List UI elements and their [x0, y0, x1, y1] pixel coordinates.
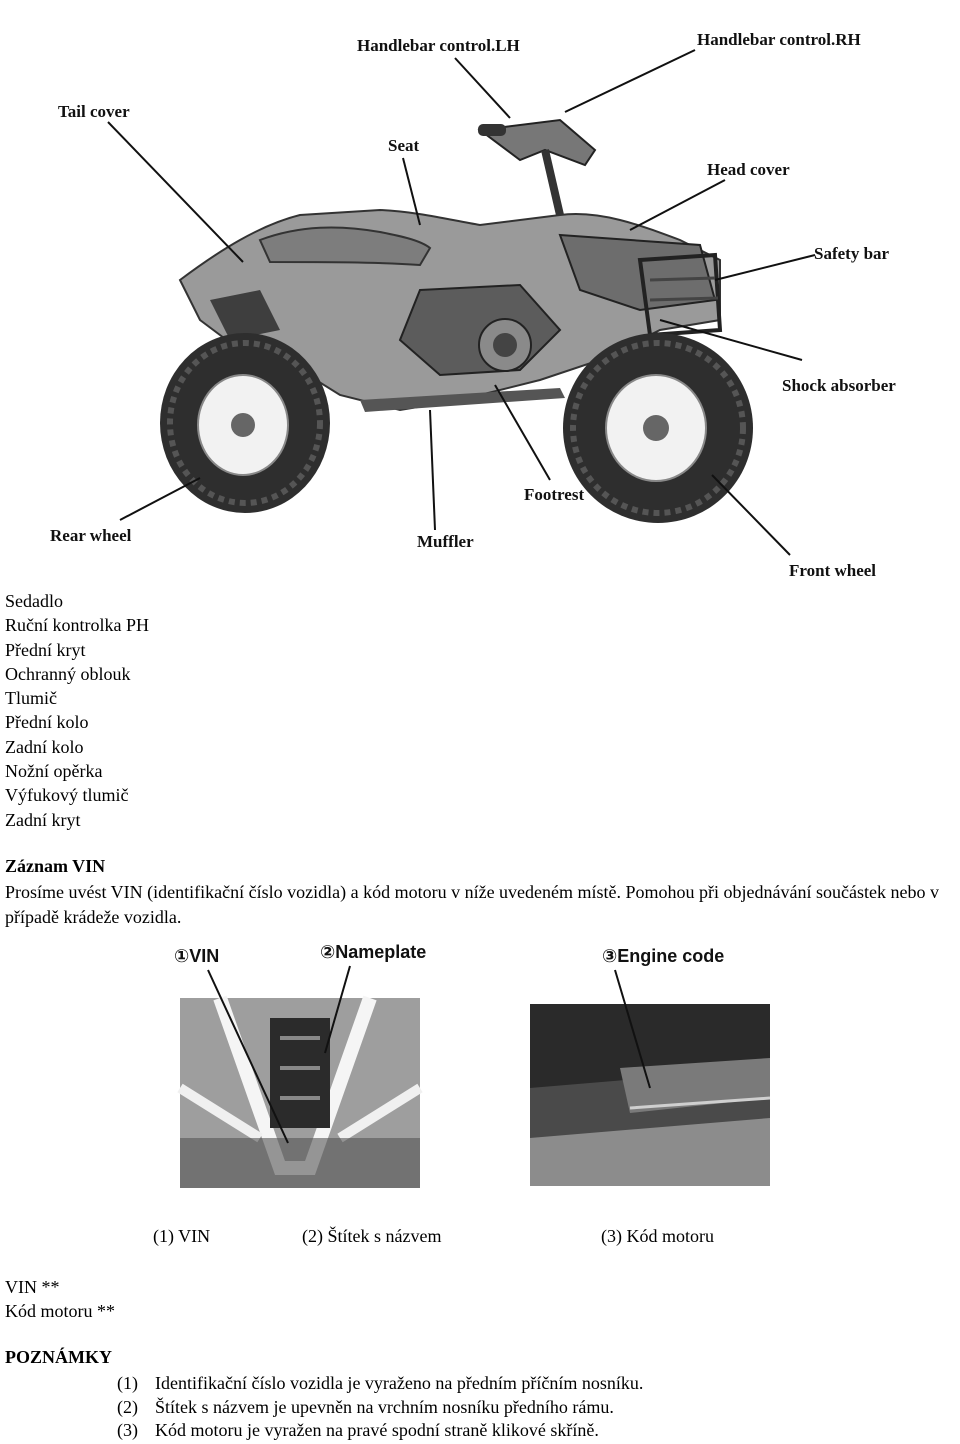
vin-section-heading: Záznam VIN — [5, 856, 106, 876]
label-seat: Seat — [388, 136, 420, 155]
vin-section-text: Prosíme uvést VIN (identifikační číslo vozidla) a kód motoru v níže uvedeném místě. Pomohou při objednávání součástek nebo v případě krádeže vozidla. — [5, 882, 939, 927]
caption-vin: (1) VIN — [153, 1226, 211, 1246]
front-wheel-shape — [563, 333, 753, 523]
label-tail-cover: Tail cover — [58, 102, 130, 121]
note-number: (1) — [117, 1373, 138, 1393]
atv-parts-diagram — [0, 0, 960, 590]
list-item: Ruční kontrolka PH — [5, 615, 149, 636]
list-item: Tlumič — [5, 688, 57, 709]
photo-label-nameplate: ②Nameplate — [320, 942, 427, 962]
note-item — [117, 1372, 643, 1396]
list-item: Sedadlo — [5, 591, 63, 611]
note-text: Kód motoru je vyražen na pravé spodní straně klikové skříně. — [155, 1420, 599, 1440]
label-rear-wheel: Rear wheel — [50, 526, 132, 545]
note-number: (2) — [117, 1396, 138, 1417]
list-item: Zadní kryt — [5, 809, 81, 830]
label-muffler: Muffler — [417, 532, 474, 551]
notes-heading: POZNÁMKY — [5, 1347, 112, 1367]
list-item: Výfukový tlumič — [5, 785, 129, 806]
photo-label-vin: ①VIN — [174, 946, 220, 966]
note-text: Štítek s názvem je upevněn na vrchním nosníku předního rámu. — [155, 1396, 614, 1417]
label-footrest: Footrest — [524, 485, 585, 504]
label-shock-absorber: Shock absorber — [782, 376, 896, 395]
photo-label-engine-code: ③Engine code — [602, 946, 725, 966]
caption-nameplate: (2) Štítek s názvem — [302, 1226, 442, 1246]
engine-photo — [530, 1004, 770, 1186]
label-safety-bar: Safety bar — [814, 244, 890, 263]
caption-engine-code: (3) Kód motoru — [601, 1226, 714, 1246]
label-handlebar-control-lh: Handlebar control.LH — [357, 36, 520, 55]
note-text: Identifikační číslo vozidla je vyraženo na předním příčním nosníku. — [155, 1373, 644, 1393]
record-engine-code: Kód motoru ** — [5, 1301, 115, 1321]
vin-photos — [160, 938, 780, 1193]
list-item: Přední kryt — [5, 639, 86, 660]
parts-list — [5, 589, 149, 832]
list-item: Zadní kolo — [5, 736, 84, 757]
label-handlebar-control-rh: Handlebar control.RH — [697, 30, 861, 49]
list-item: Přední kolo — [5, 712, 89, 733]
frame-photo — [180, 998, 420, 1188]
note-number: (3) — [117, 1420, 138, 1440]
notes-list — [117, 1372, 643, 1443]
label-head-cover: Head cover — [707, 160, 790, 179]
list-item: Ochranný oblouk — [5, 663, 131, 684]
note-item — [117, 1396, 643, 1420]
note-item — [117, 1419, 643, 1443]
label-front-wheel: Front wheel — [789, 561, 877, 580]
record-lines — [5, 1275, 115, 1323]
list-item: Nožní opěrka — [5, 761, 103, 782]
record-vin: VIN ** — [5, 1277, 60, 1297]
